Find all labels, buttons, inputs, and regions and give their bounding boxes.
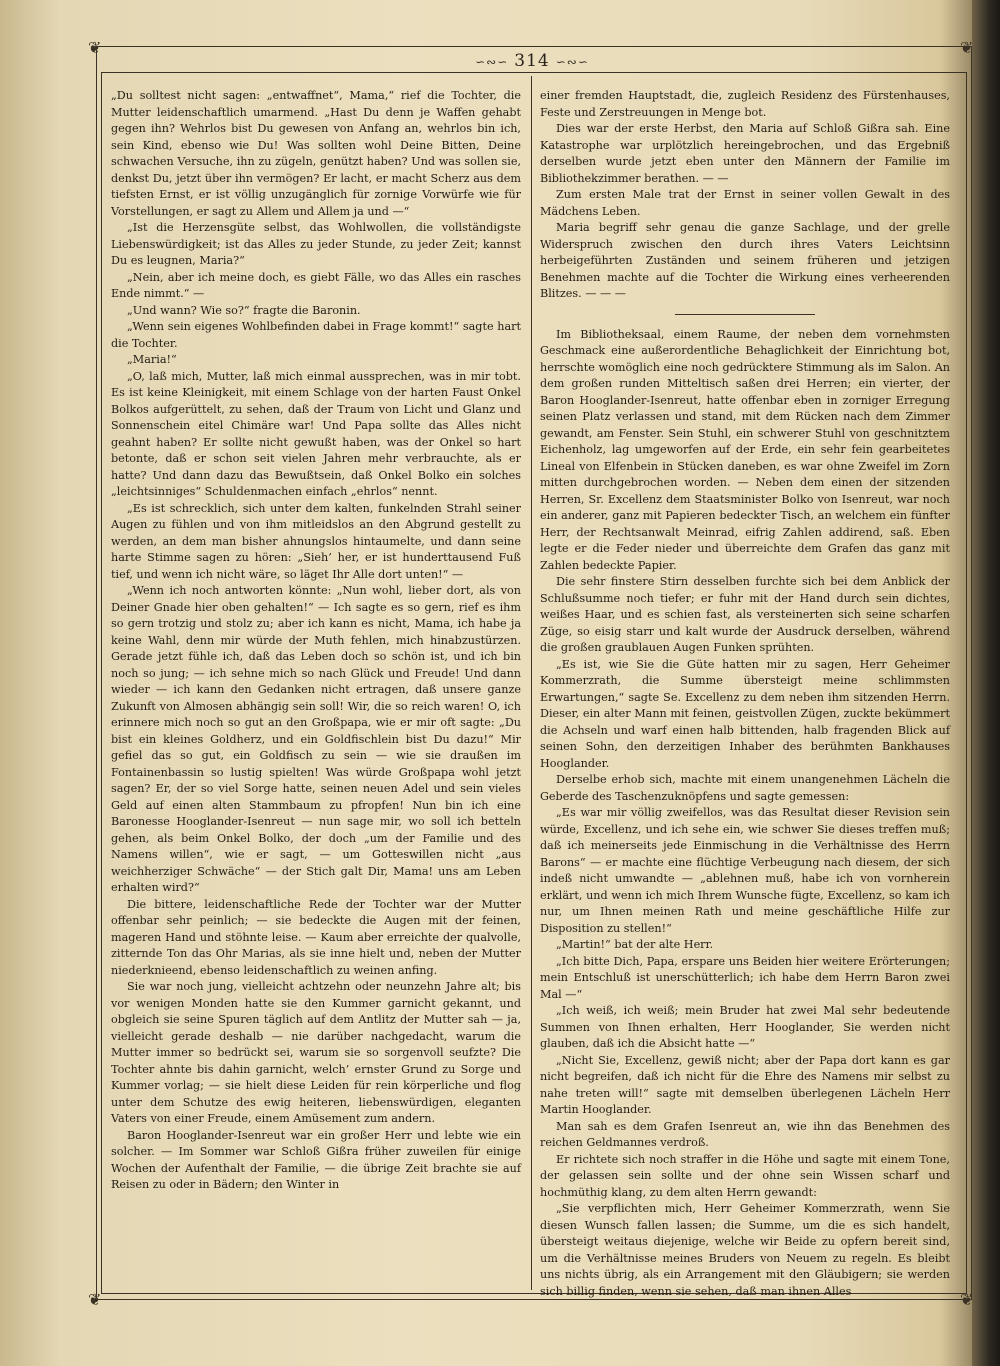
paragraph: einer fremden Hauptstadt, die, zugleich Residenz des Fürstenhauses, Feste und Zerstreuungen in Menge bot. [540,89,950,119]
page-header [420,51,644,71]
paragraph: „Ich bitte Dich, Papa, erspare uns Beiden hier weitere Erörterungen; mein Entschluß ist unerschütterlich; ich habe dem Herrn Baron zwei Mal —“ [540,954,950,1001]
paragraph: Die bittere, leidenschaftliche Rede der Tochter war der Mutter offenbar sehr peinlich; — sie bedeckte die Augen mit der feinen, mageren Hand und stöhnte leise. — Kaum aber erreichte der qualvolle, zitternde Ton das Ohr Marias, als sie inne hielt und, neben der Mutter niederknieend, ebenso leidenschaftlich zu weinen anfing. [111,897,521,977]
paragraph: „Maria!“ [127,353,177,366]
paragraph: Baron Hooglander-Isenreut war ein großer Herr und lebte wie ein solcher. — Im Sommer war Schloß Gißra früher zuweilen für einige Wochen der Aufenthalt der Familie, — die übrige Zeit brachte sie auf Reisen zu oder in Bädern; den Winter in [111,1128,521,1191]
paragraph: Sie war noch jung, vielleicht achtzehn oder neunzehn Jahre alt; bis vor wenigen Monden hatte sie den Kummer garnicht gekannt, und obgleich sie seine Spuren täglich auf dem Antlitz der Mutter sah — ja, vielleicht gerade deshalb — nie darüber nachgedacht, warum die Mutter immer so bedrückt sei, warum sie so sorgenvoll seufzte? Die Tochter ahnte bis dahin garnicht, welch’ ernster Grund zu Sorge und Kummer vorlag; — sie hielt diese Leiden für rein körperliche und flog unter dem Schutze des ewig heiteren, liebenswürdigen, eleganten Vaters von einer Freude, einem Amüsement zum andern. [111,980,521,1125]
paragraph: „Es war mir völlig zweifellos, was das Resultat dieser Revision sein würde, Excellenz, und ich sehe ein, wie schwer Sie dieses treffen muß; daß ich meinerseits jede Einmischung in die Verhältnisse des Herrn Barons“ — er machte eine flüchtige Verbeugung nach diesem, der sich indeß nicht umwandte — „ablehnen muß, habe ich von vornherein erklärt, und wenn ich mich Ihrem Wunsche fügte, Excellenz, so kam ich nur, um Ihnen meinen Rath und meine geschäftliche Hilfe zur Disposition zu stellen!“ [540,806,950,935]
corner-ornament-bottom-left: ❦ [88,1290,102,1309]
paragraph: „Es ist schrecklich, sich unter dem kalten, funkelnden Strahl seiner Augen zu fühlen und von ihm mitleidslos an den Abgrund gestellt zu werden, an dem man bisher ahnungslos hintaumelte, und dann seine harte Stimme sagen zu hören: „Sieh’ her, er ist hunderttausend Fuß tief, und wenn ich nicht wäre, so läget Ihr Alle dort unten!“ — [111,501,521,581]
header-ornament-left: ∽∾∽ [475,55,509,69]
corner-ornament-top-left: ❦ [88,38,102,57]
corner-ornament-top-right: ❦ [960,38,974,57]
header-ornament-right: ∽∾∽ [555,55,589,69]
paragraph: Derselbe erhob sich, machte mit einem unangenehmen Lächeln die Geberde des Taschenzuknöpfens und sagte gemessen: [540,773,950,803]
paragraph: „Es ist, wie Sie die Güte hatten mir zu sagen, Herr Geheimer Kommerzrath, die Summe übersteigt meine schlimmsten Erwartungen,“ sagte Se. Excellenz zu dem neben ihm sitzenden Herrn. Dieser, ein alter Mann mit feinen, geistvollen Zügen, zuckte bekümmert die Achseln und warf einen halb bittenden, halb fragenden Blick auf seinen Sohn, den derzeitigen Inhaber des berühmten Bankhauses Hooglander. [540,657,950,770]
column-divider [531,76,532,1290]
paragraph: „Ich weiß, ich weiß; mein Bruder hat zwei Mal sehr bedeutende Summen von Ihnen erhalten, Herr Hooglander, Sie werden nicht glauben, daß ich die Absicht hatte —“ [540,1004,950,1050]
left-column [111,88,521,1282]
section-divider [675,314,815,315]
paragraph: Die sehr finstere Stirn desselben furchte sich bei dem Anblick der Schlußsumme noch tiefer; er fuhr mit der Hand durch sein dichtes, weißes Haar, und es schien fast, als versteinerten sich seine scharfen Züge, so eisig starr und kalt wurde der Ausdruck derselben, während die großen graublauen Augen Funken sprühten. [540,575,950,654]
paragraph: „Nicht Sie, Excellenz, gewiß nicht; aber der Papa dort kann es gar nicht begreifen, daß ich nicht für die Ehre des Namens mir selbst zu nahe treten will!“ sagte mit demselben überlegenen Lächeln Herr Martin Hooglander. [540,1053,950,1116]
paragraph: „Nein, aber ich meine doch, es giebt Fälle, wo das Alles ein rasches Ende nimmt.“ — [111,270,521,300]
paragraph: „Wenn ich noch antworten könnte: „Nun wohl, lieber dort, als von Deiner Gnade hier oben gehalten!“ — Ich sagte es so gern, rief es ihm so gern trotzig und stolz zu; aber ich kann es nicht, Mama, ich habe ja keine Wahl, denn mir würde der Muth fehlen, mich hinabzustürzen. Gerade jetzt fühle ich, daß das Leben doch so schön ist, und ich bin noch so jung; — ich sehne mich so nach Glück und Freude! Und dann wieder — ich kann den Gedanken nicht ertragen, daß unsere ganze Zukunft von Almosen abhängig sein soll! Wir, die so reich waren! O, ich erinnere mich noch so gut an den Großpapa, wie er mir oft sagte: „Du bist ein kleines Goldherz, und ein Goldfischlein bist Du dazu!“ Mir gefiel das so gut, ein Goldfisch zu sein — wie sie draußen im Fontainenbassin so lustig spielten! Was würde Großpapa wohl jetzt sagen? Er, der so viel Sorge hatte, seinen neuen Adel und sein vieles Geld auf einen alten Stammbaum zu pfropfen! Nun bin ich eine Baronesse Hooglander-Isenreut — nun sage mir, wo soll ich betteln gehen, als beim Onkel Bolko, der doch „um der Familie und des Namens willen“, wie er sagt, — um Gotteswillen nicht „aus weichherziger Schwäche“ — der Stich galt Dir, Mama! uns am Leben erhalten wird?“ [111,584,521,894]
corner-ornament-bottom-right: ❦ [960,1290,974,1309]
paragraph: Dies war der erste Herbst, den Maria auf Schloß Gißra sah. Eine Katastrophe war urplötzlich hereingebrochen, und das Ergebniß derselben wurde jetzt eben unter den Männern der Familie im Bibliothekzimmer berathen. — — [540,122,950,185]
page-number: 314 [514,51,550,71]
paragraph: „Und wann? Wie so?“ fragte die Baronin. [127,303,361,317]
paragraph: „Du solltest nicht sagen: „entwaffnet“, Mama,“ rief die Tochter, die Mutter leidenschaftlich umarmend. „Hast Du denn je Waffen gehabt gegen ihn? Wehrlos bist Du gewesen von Anfang an, wehrlos bin ich, sein Kind, ebenso wie Du! Was sollten wohl Deine Bitten, Deine schwachen Versuche, ihn zu zügeln, genützt haben? Und was sollen sie, denkst Du, jetzt über ihn vermögen? Er lacht, er macht Scherz aus dem tiefsten Ernst, er ist völlig unzugänglich für zornige Vorwürfe wie für Vorstellungen, er sagt zu Allem und Allem ja und —“ [111,89,521,218]
paragraph: „O, laß mich, Mutter, laß mich einmal aussprechen, was in mir tobt. Es ist keine Kleinigkeit, mit einem Schlage von der harten Faust Onkel Bolkos aufgerüttelt, zu sehen, daß der Traum von Licht und Glanz und Sonnenschein eitel Chimäre war! Und Papa sollte das Alles nicht geahnt haben? Er sollte nicht gewußt haben, was der Onkel so hart betonte, daß er schon seit vielen Jahren mehr verbrauchte, als er hatte? Und dann dazu das Bewußtsein, daß Onkel Bolko ein solches „leichtsinniges“ Schuldenmachen einfach „ehrlos“ nennt. [111,369,521,498]
paragraph: „Wenn sein eigenes Wohlbefinden dabei in Frage kommt!“ sagte hart die Tochter. [111,320,521,350]
paragraph: Zum ersten Male trat der Ernst in seiner vollen Gewalt in des Mädchens Leben. [540,188,950,218]
paragraph: Man sah es dem Grafen Isenreut an, wie ihn das Benehmen des reichen Geldmannes verdroß. [540,1119,950,1149]
paragraph: Er richtete sich noch straffer in die Höhe und sagte mit einem Tone, der gelassen sein sollte und der ohne sein Wissen scharf und hochmüthig klang, zu dem alten Herrn gewandt: [540,1152,950,1199]
book-spine [972,0,1000,1366]
paragraph: Maria begriff sehr genau die ganze Sachlage, und der grelle Widerspruch zwischen den durch ihres Vaters Leichtsinn herbeigeführten Zuständen und seinem früheren und jetzigen Benehmen machte auf die Tochter die Wirkung eines verheerenden Blitzes. — — — [540,221,950,300]
paragraph: „Ist die Herzensgüte selbst, das Wohlwollen, die vollständigste Liebenswürdigkeit; ist das Alles zu jeder Stunde, zu jeder Zeit; kannst Du es leugnen, Maria?“ [111,221,521,267]
paragraph: „Martin!“ bat der alte Herr. [556,938,714,951]
paragraph: „Sie verpflichten mich, Herr Geheimer Kommerzrath, wenn Sie diesen Wunsch fallen lassen; die Summe, um die es sich handelt, übersteigt weitaus diejenige, welche wir Beide zu opfern bereit sind, um die Verhältnisse meines Bruders von Neuem zu regeln. Es bleibt uns nichts übrig, als ein Arrangement mit den Gläubigern; sie werden sich billig finden, wenn sie sehen, daß man ihnen Alles [540,1202,950,1298]
paragraph: Im Bibliotheksaal, einem Raume, der neben dem vornehmsten Geschmack eine außerordentliche Behaglichkeit der Einrichtung bot, herrschte womöglich eine noch gedrücktere Stimmung als im Salon. An dem großen runden Mitteltisch saßen drei Herren; ein vierter, der Baron Hooglander-Isenreut, hatte offenbar eben in zorniger Erregung seinen Platz verlassen und stand, mit dem Rücken nach dem Zimmer gewandt, am Fenster. Sein Stuhl, ein schwerer Stuhl von geschnitztem Eichenholz, lag umgeworfen auf der Erde, ein sehr fein gearbeitetes Lineal von Elfenbein in Stücken daneben, es war ohne Zweifel im Zorn mitten durchgebrochen worden. — Neben dem einen der sitzenden Herren, Sr. Excellenz dem Staatsminister Bolko von Isenreut, war noch ein anderer, ganz mit Papieren bedeckter Tisch, an welchem ein fünfter Herr, der Rechtsanwalt Meinrad, eifrig Zahlen addirend, saß. Eben legte er die Feder nieder und überreichte dem Grafen das ganz mit Zahlen bedeckte Papier. [540,327,950,572]
right-column [540,88,950,1298]
